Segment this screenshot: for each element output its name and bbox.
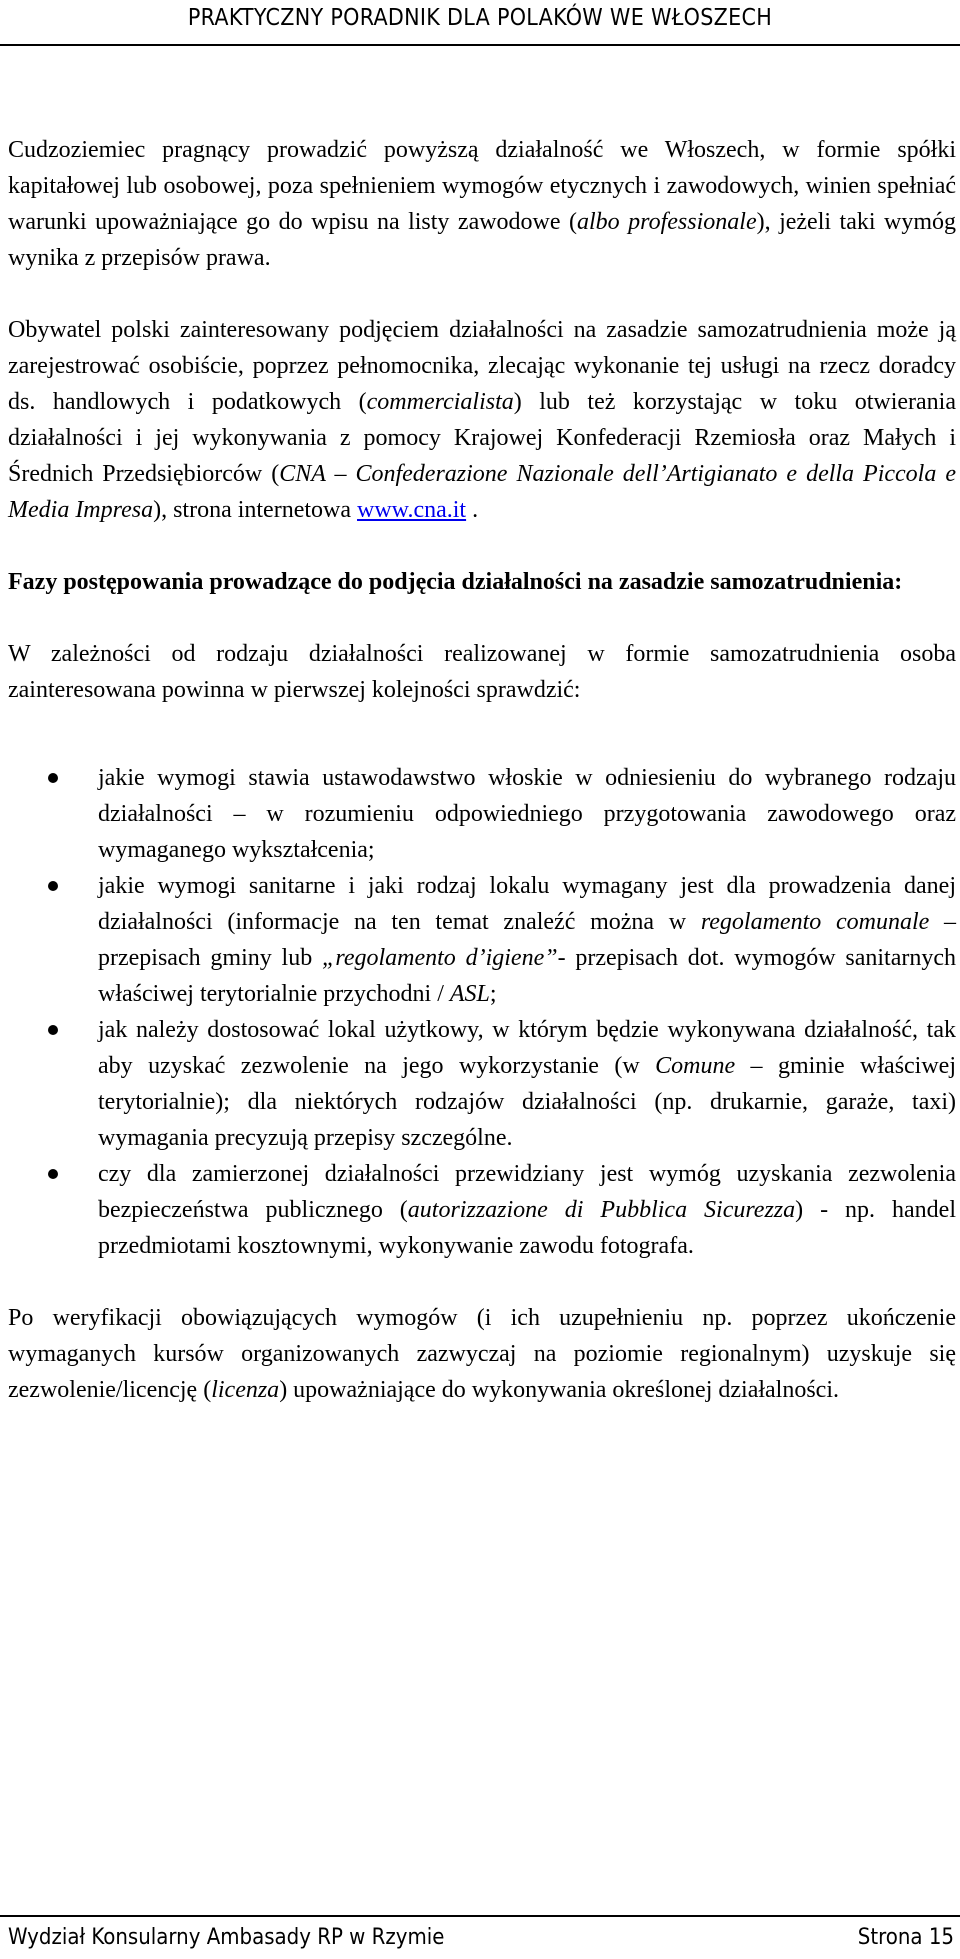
list-item-italic: autorizzazione di Pubblica Sicurezza [407, 1197, 796, 1223]
list-item-text: jakie wymogi stawia ustawodawstwo włoskie w odniesieniu do wybranego rodzaju działalności – w rozumieniu odpowiedniego przygotowania zawodowego oraz wymaganego wykształcenia; [98, 765, 956, 863]
list-item-text: – przepisach gminy lub [98, 909, 956, 971]
list-item [8, 1156, 956, 1264]
list-item-text: jak należy dostosować lokal użytkowy, w którym będzie wykonywana działalność, tak aby uzyskać zezwolenie na jego wykorzystanie (w [98, 1017, 956, 1079]
bullet-icon [48, 1025, 58, 1035]
bullet-icon [48, 773, 58, 783]
list-item-italic: „regolamento d’igiene” [322, 945, 558, 971]
footer-department: Wydział Konsularny Ambasady RP w Rzymie [8, 1925, 445, 1950]
page-content [8, 132, 956, 1408]
list-item-text: ; [489, 981, 497, 1007]
paragraph-1-text: Cudzoziemiec pragnący prowadzić powyższą działalność we Włoszech, w formie spółki kapitałowej lub osobowej, poza spełnieniem wymogów etycznych i zawodowych, winien spełniać warunki upoważniające go do wpisu na listy zawodowe ( [8, 137, 956, 235]
page-number: Strona 15 [857, 1925, 954, 1950]
list-item-italic: Comune [655, 1053, 736, 1079]
paragraph-4-text-2: ) upoważniające do wykonywania określonej działalności. [279, 1377, 839, 1403]
paragraph-4-text-1: Po weryfikacji obowiązujących wymogów (i ich uzupełnieniu np. poprzez ukończenie wymaganych kursów organizowanych zazwyczaj na poziomie regionalnym) uzyskuje się zezwolenie/licencję ( [8, 1305, 956, 1403]
paragraph-2-text-1: Obywatel polski zainteresowany podjęciem działalności na zasadzie samozatrudnienia może ją zarejestrować osobiście, poprzez pełnomocnika, zlecając wykonanie tej usługi na rzecz doradcy ds. handlowych i podatkowych ( [8, 317, 956, 415]
paragraph-2-text-3: ), strona internetowa [153, 497, 358, 523]
paragraph-2 [8, 312, 956, 528]
paragraph-1-italic: albo professionale [577, 209, 757, 235]
paragraph-2-text-4: . [466, 497, 479, 523]
bullet-icon [48, 881, 58, 891]
requirements-list [8, 760, 956, 1264]
header-title: PRAKTYCZNY PORADNIK DLA POLAKÓW WE WŁOSZECH [187, 5, 773, 31]
list-item-italic: ASL [449, 981, 490, 1007]
list-item-text: jakie wymogi sanitarne i jaki rodzaj lokalu wymagany jest dla prowadzenia danej działalności (informacje na ten temat znaleźć można w [98, 873, 956, 935]
paragraph-1 [8, 132, 956, 276]
list-item [8, 760, 956, 868]
paragraph-2-italic-1: commercialista [366, 389, 514, 415]
page-header [0, 0, 960, 46]
list-item [8, 1012, 956, 1156]
paragraph-2-italic-2: CNA – Confederazione Nazionale dell’Artigianato e della Piccola e Media Impresa [8, 461, 956, 523]
bullet-icon [48, 1169, 58, 1179]
paragraph-4-italic: licenza [211, 1377, 280, 1403]
paragraph-2-text-2: ) lub też korzystając w toku otwierania działalności i jej wykonywania z pomocy Krajowej Konfederacji Rzemiosła oraz Małych i Średnich Przedsiębiorców ( [8, 389, 957, 487]
list-item-italic: regolamento comunale [700, 909, 930, 935]
paragraph-3: W zależności od rodzaju działalności realizowanej w formie samozatrudnienia osoba zainteresowana powinna w pierwszej kolejności sprawdzić: [8, 641, 956, 703]
page-footer [0, 1915, 960, 1959]
list-item-text: - przepisach dot. wymogów sanitarnych właściwej terytorialnie przychodni / [98, 945, 956, 1007]
cna-website-link[interactable]: www.cna.it [357, 497, 467, 523]
list-item [8, 868, 956, 1012]
list-item-text: ) - np. handel przedmiotami kosztownymi, wykonywanie zawodu fotografa. [98, 1197, 956, 1259]
list-item-text: – gminie właściwej terytorialnie); dla niektórych rodzajów działalności (np. drukarnie, garaże, taxi) wymagania precyzują przepisy szczególne. [98, 1053, 957, 1151]
list-item-text: czy dla zamierzonej działalności przewidziany jest wymóg uzyskania zezwolenia bezpieczeństwa publicznego ( [98, 1161, 956, 1223]
section-heading: Fazy postępowania prowadzące do podjęcia działalności na zasadzie samozatrudnienia: [8, 569, 903, 595]
paragraph-1-text-end: ), jeżeli taki wymóg wynika z przepisów prawa. [8, 209, 956, 271]
paragraph-4 [8, 1300, 956, 1408]
